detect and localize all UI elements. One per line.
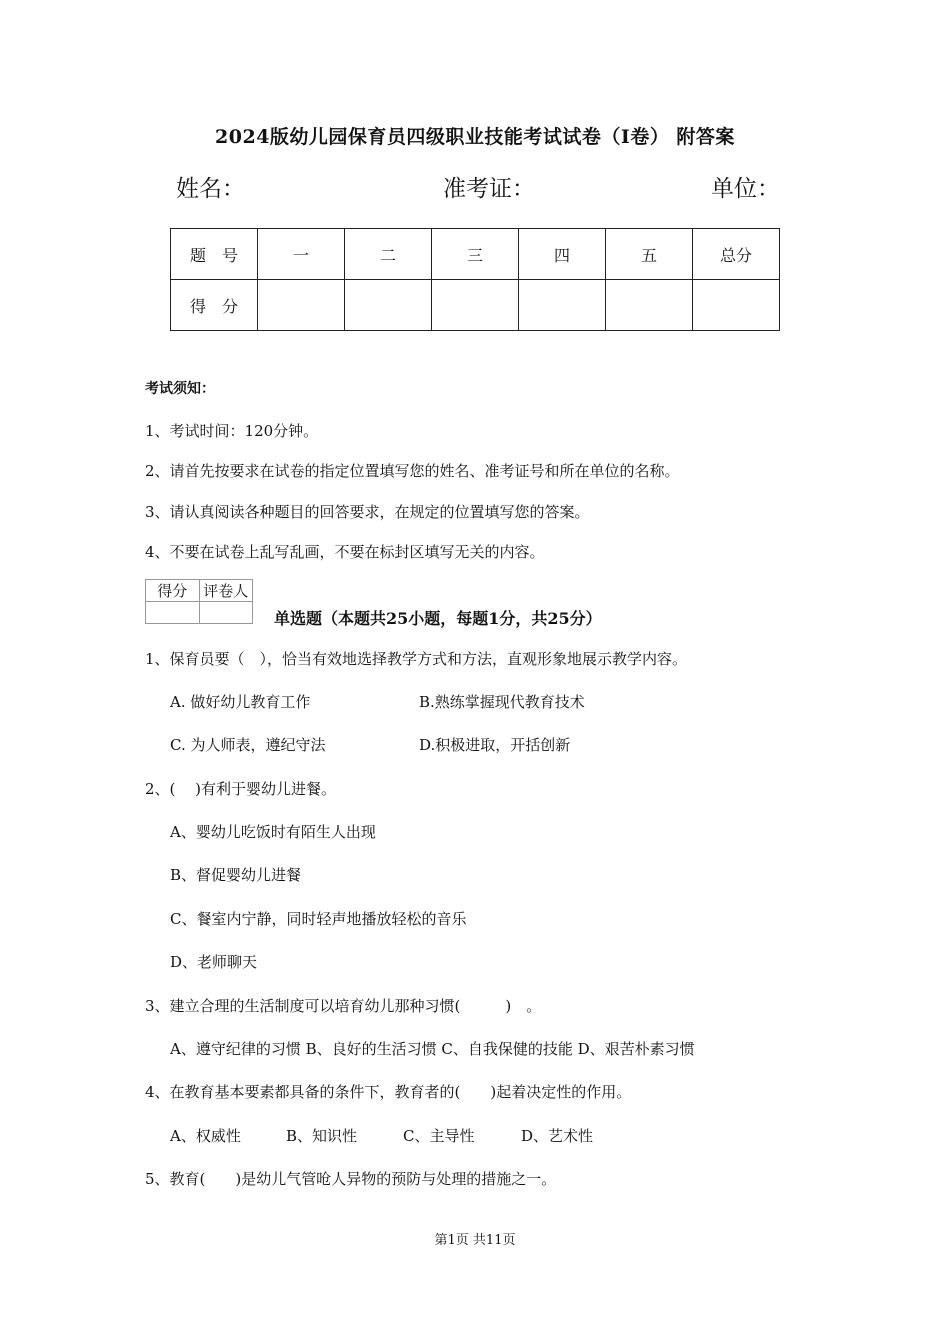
score-header-label: 题 号	[171, 229, 258, 280]
score-header-total: 总分	[693, 229, 780, 280]
unit-field-label: 单位：	[711, 176, 780, 202]
score-header-4: 四	[519, 229, 606, 280]
question-2: 2、( )有利于婴幼儿进餐。	[145, 780, 337, 798]
question-1-option-d: D.积极进取，开括创新	[419, 736, 571, 754]
score-cell-1[interactable]	[258, 280, 345, 331]
question-2-option-c: C、餐室内宁静，同时轻声地播放轻松的音乐	[170, 910, 467, 928]
score-cell-5[interactable]	[606, 280, 693, 331]
page-footer: 第1页 共11页	[434, 1233, 516, 1248]
score-row-label: 得 分	[171, 280, 258, 331]
question-2-option-a: A、婴幼儿吃饭时有陌生人出现	[170, 823, 376, 841]
question-4-option-a: A、权威性	[170, 1127, 241, 1145]
score-table	[170, 228, 780, 331]
question-1-option-a: A. 做好幼儿教育工作	[170, 693, 311, 711]
question-4-option-d: D、艺术性	[521, 1127, 594, 1145]
ticket-field-label: 准考证：	[443, 176, 535, 202]
grader-score-cell[interactable]	[146, 602, 200, 624]
score-header-2: 二	[345, 229, 432, 280]
grader-name-cell[interactable]	[199, 602, 253, 624]
question-4: 4、在教育基本要素都具备的条件下，教育者的( )起着决定性的作用。	[145, 1083, 632, 1101]
score-cell-3[interactable]	[432, 280, 519, 331]
score-header-3: 三	[432, 229, 519, 280]
question-5: 5、教育( )是幼儿气管呛人异物的预防与处理的措施之一。	[145, 1170, 557, 1188]
question-2-option-b: B、督促婴幼儿进餐	[170, 866, 302, 884]
score-table-score-row	[171, 280, 780, 331]
score-cell-4[interactable]	[519, 280, 606, 331]
question-1-option-c: C. 为人师表，遵纪守法	[170, 736, 326, 754]
grader-table	[145, 579, 253, 624]
notice-item: 1、考试时间：120分钟。	[145, 422, 319, 440]
notice-title: 考试须知：	[145, 381, 215, 397]
score-cell-total[interactable]	[693, 280, 780, 331]
score-cell-2[interactable]	[345, 280, 432, 331]
question-1-option-b: B.熟练掌握现代教育技术	[419, 693, 585, 711]
notice-item: 2、请首先按要求在试卷的指定位置填写您的姓名、准考证号和所在单位的名称。	[145, 462, 680, 480]
score-table-header-row	[171, 229, 780, 280]
name-field-label: 姓名：	[176, 176, 245, 202]
question-4-option-b: B、知识性	[286, 1127, 358, 1145]
grader-name-label: 评卷人	[199, 580, 253, 602]
question-1: 1、保育员要（ ），恰当有效地选择教学方式和方法，直观形象地展示教学内容。	[145, 650, 688, 668]
grader-score-label: 得分	[146, 580, 200, 602]
score-header-1: 一	[258, 229, 345, 280]
question-3: 3、建立合理的生活制度可以培育幼儿那种习惯( ) 。	[145, 997, 542, 1015]
notice-item: 4、不要在试卷上乱写乱画，不要在标封区填写无关的内容。	[145, 543, 545, 561]
notice-item: 3、请认真阅读各种题目的回答要求，在规定的位置填写您的答案。	[145, 503, 590, 521]
question-4-option-c: C、主导性	[403, 1127, 475, 1145]
page-title: 2024版幼儿园保育员四级职业技能考试试卷（I卷） 附答案	[215, 126, 735, 148]
question-3-options: A、遵守纪律的习惯 B、良好的生活习惯 C、自我保健的技能 D、艰苦朴素习惯	[170, 1040, 695, 1058]
section-title: 单选题（本题共25小题，每题1分，共25分）	[274, 609, 602, 628]
score-header-5: 五	[606, 229, 693, 280]
question-2-option-d: D、老师聊天	[170, 953, 258, 971]
